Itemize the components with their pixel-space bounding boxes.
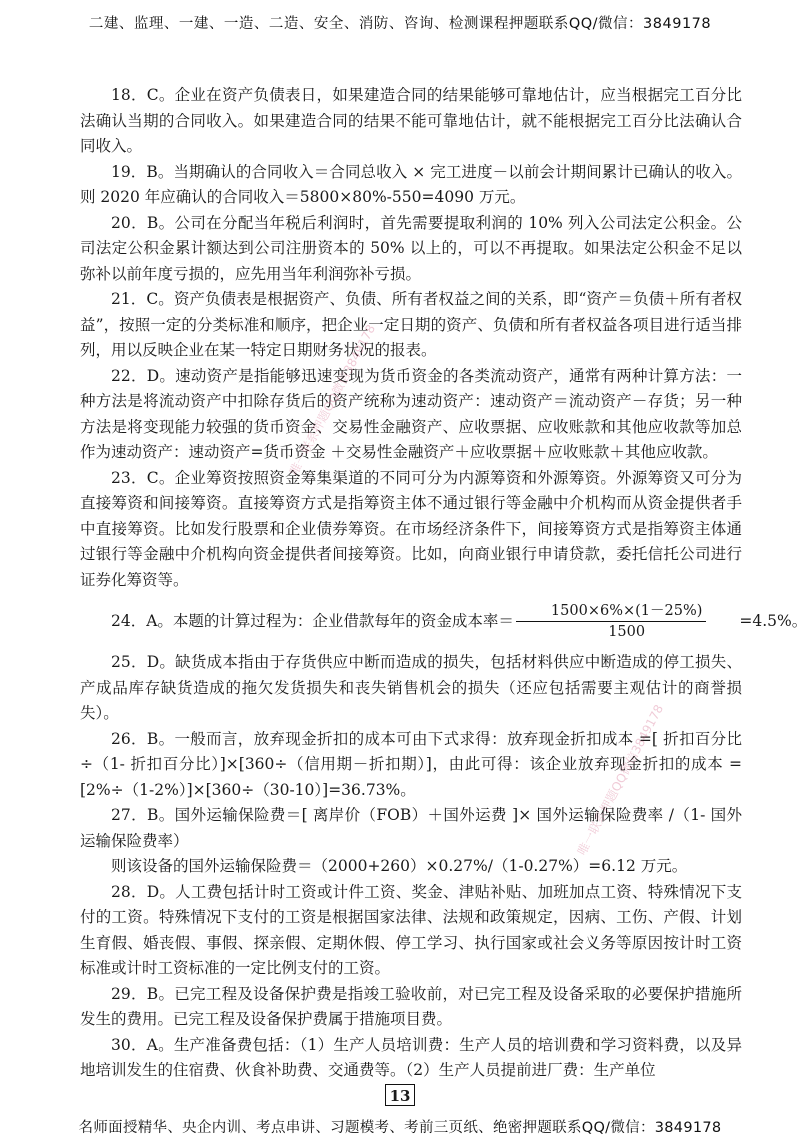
formula-lead: 24．A。本题的计算过程为：企业借款每年的资金成本率＝: [111, 611, 514, 630]
watermark: 唯一联系押题QQ微信3849178: [286, 322, 379, 478]
page-header: 二建、监理、一建、一造、二造、安全、消防、咨询、检测课程押题联系QQ/微信：3849178: [88, 16, 712, 32]
answer-22: 22．D。速动资产是指能够迅速变现为货币资金的各类流动资产，通常有两种计算方法：一种方法是将流动资产中扣除存货后的资产统称为速动资产：速动资产＝流动资产－存货；另一种方法是将变现能力较强的货币资金、交易性金融资产、应收票据、应收账款和其他应收款等加总作为速动资产：速动资产=货币资金 ＋交易性金融资产＋应收票据＋应收账款＋其他应收款。: [80, 366, 742, 461]
fraction: [516, 601, 706, 642]
answer-24-formula: [80, 601, 807, 642]
answer-25: 25．D。缺货成本指由于存货供应中断而造成的损失，包括材料供应中断造成的停工损失、产成品库存缺货造成的拖欠发货损失和丧失销售机会的损失（还应包括需要主观估计的商誉损失）。: [80, 653, 742, 722]
answer-27: 27．B。国外运输保险费＝[ 离岸价（FOB）＋国外运费 ]× 国外运输保险费率 /（1- 国外运输保险费率）: [80, 806, 742, 850]
answer-30: 30．A。生产准备费包括：（1）生产人员培训费：生产人员的培训费和学习资料费，以及异地培训发生的住宿费、伙食补助费、交通费等。（2）生产人员提前进厂费：生产单位: [80, 1035, 742, 1079]
page-number: 13: [385, 1084, 415, 1106]
answer-28: 28．D。人工费包括计时工资或计件工资、奖金、津贴补贴、加班加点工资、特殊情况下支付的工资。特殊情况下支付的工资是根据国家法律、法规和政策规定，因病、工伤、产假、计划生育假、婚丧假、事假、探亲假、定期休假、停工学习、执行国家或社会义务等原因按计时工资标准或计时工资标准的一定比例支付的工资。: [80, 882, 742, 977]
formula-result: =4.5%。: [739, 611, 807, 630]
answer-20: 20．B。公司在分配当年税后利润时，首先需要提取利润的 10% 列入公司法定公积金。公司法定公积金累计额达到公司注册资本的 50% 以上的，可以不再提取。如果法定公积金不足以弥补以前年度亏损的，应先用当年利润弥补亏损。: [80, 213, 742, 283]
fraction-denominator: 1500: [608, 624, 646, 640]
answer-18: 18．C。企业在资产负债表日，如果建造合同的结果能够可靠地估计，应当根据完工百分比法确认当期的合同收入。如果建造合同的结果不能可靠地估计，就不能根据完工百分比法确认合同收入。: [80, 86, 742, 155]
answer-29: 29．B。已完工程及设备保护费是指竣工验收前，对已完工程及设备采取的必要保护措施所发生的费用。已完工程及设备保护费属于措施项目费。: [80, 984, 742, 1028]
fraction-numerator: 1500×6%×(1－25%): [516, 601, 706, 622]
answer-19: 19．B。当期确认的合同收入＝合同总收入 × 完工进度－以前会计期间累计已确认的收入。则 2020 年应确认的合同收入＝5800×80%-550=4090 万元。: [80, 162, 742, 206]
answer-23: 23．C。企业筹资按照资金筹集渠道的不同可分为内源筹资和外源筹资。外源筹资又可分为直接筹资和间接筹资。直接筹资方式是指筹资主体不通过银行等金融中介机构而从资金提供者手中直接筹资。比如发行股票和企业债券筹资。在市场经济条件下，间接筹资方式是指筹资主体通过银行等金融中介机构向资金提供者间接筹资。比如，向商业银行申请贷款，委托信托公司进行证券化筹资等。: [80, 468, 742, 589]
answer-27-calculation: 则该设备的国外运输保险费＝（2000+260）×0.27%/（1-0.27%）=6.12 万元。: [111, 857, 688, 875]
answer-21: 21．C。资产负债表是根据资产、负债、所有者权益之间的关系，即“资产＝负债＋所有者权益”，按照一定的分类标准和顺序，把企业一定日期的资产、负债和所有者权益各项目进行适当排列，用以反映企业在某一特定日期财务状况的报表。: [80, 290, 742, 359]
page-footer: 名师面授精华、央企内训、考点串讲、习题模考、考前三页纸、绝密押题联系QQ/微信：3849178: [78, 1120, 722, 1136]
answer-26: 26．B。一般而言，放弃现金折扣的成本可由下式求得：放弃现金折扣成本 =[ 折扣百分比 ÷（1- 折扣百分比）]×[360÷（信用期－折扣期）]，由此可得：该企业放弃现金折扣的成本 =[2%÷（1-2%）]×[360÷（30-10）]=36.73%。: [80, 729, 742, 799]
watermark: 唯一联系押题QQ微信3849178: [574, 702, 667, 858]
answer-explanations: [80, 83, 807, 1084]
